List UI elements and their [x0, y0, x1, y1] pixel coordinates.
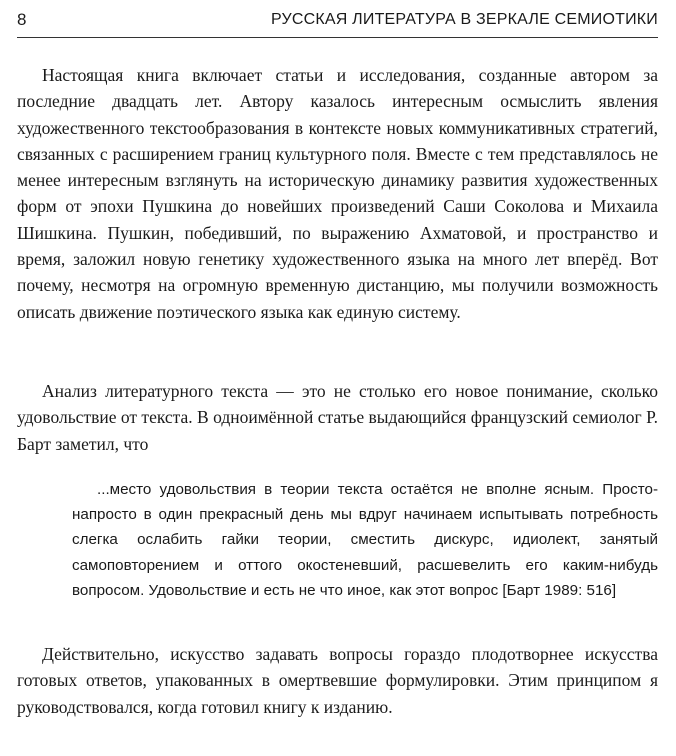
header-rule — [17, 37, 658, 38]
block-quote: ...место удовольствия в теории текста остаётся не вполне ясным. Просто-напросто в один прекрасный день мы вдруг начинаем испытывать потребность слегка ослабить гайки теории, сместить дискурс, идиолект, занятый самоповторением и оттого окостеневший, расшевелить его каким-нибудь вопросом. Удовольствие и есть не что иное, как этот вопрос [Барт 1989: 516] — [72, 481, 658, 599]
paragraph-analysis: Анализ литературного текста — это не столько его новое понимание, сколько удовольствие от текста. В одноимённой статье выдающийся французский семиолог Р. Барт заметил, что — [17, 381, 658, 454]
running-head — [17, 7, 658, 33]
paragraph-intro: Настоящая книга включает статьи и исследования, созданные автором за последние двадцать лет. Автору казалось интересным осмыслить явления художественного текстообразования в контексте новых коммуникативных стратегий, связанных с расширением границ культурного поля. Вместе с тем представлялось не менее интересным взглянуть на историческую динамику развития художественных форм от эпохи Пушкина до новейших произведений Саши Соколова и Михаила Шишкина. Пушкин, победивший, по выражению Ахматовой, и пространство и время, заложил новую генетику художественного языка на много лет вперёд. Вот почему, несмотря на огромную временную дистанцию, мы получили возможность описать движение поэтического языка как единую систему. — [17, 65, 658, 322]
paragraph-closing: Действительно, искусство задавать вопросы гораздо плодотворнее искусства готовых ответов, упакованных в омертвевшие формулировки. Этим принципом я руководствовался, когда готовил книгу к изданию. — [17, 644, 658, 717]
running-title: РУССКАЯ ЛИТЕРАТУРА В ЗЕРКАЛЕ СЕМИОТИКИ — [271, 11, 658, 28]
page-number: 8 — [17, 10, 27, 29]
